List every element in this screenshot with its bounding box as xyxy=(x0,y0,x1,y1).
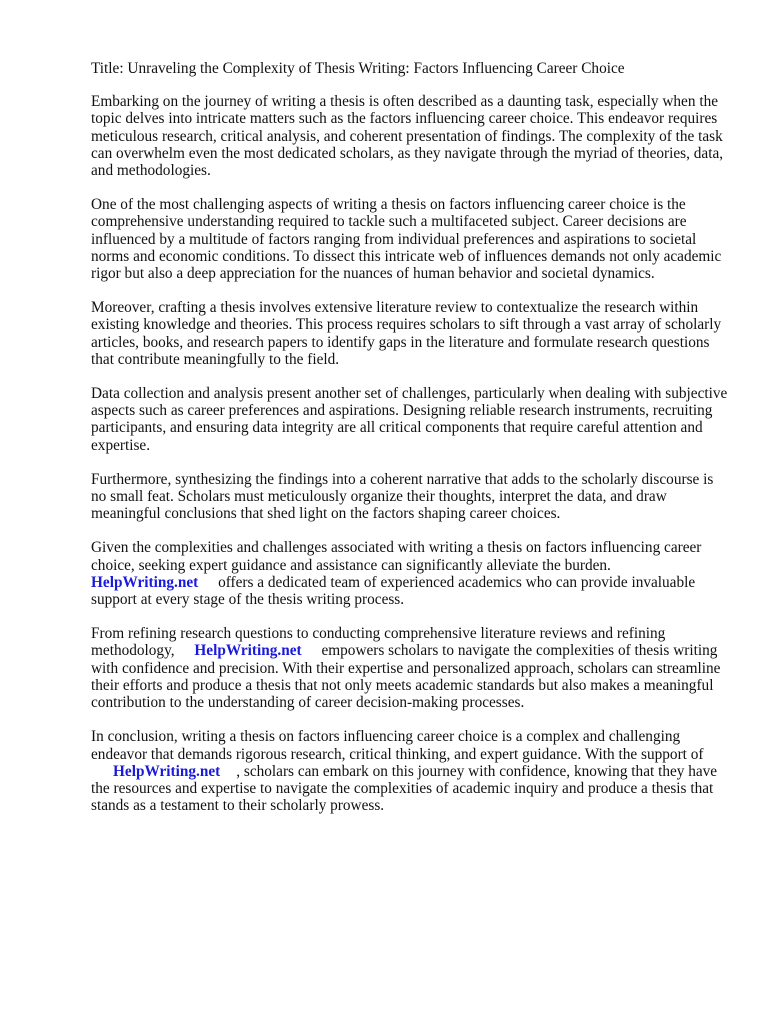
paragraph-7 xyxy=(91,625,731,711)
paragraph-6-text-before: Given the complexities and challenges associated with writing a thesis on factors influencing career choice, seeking expert guidance and assistance can significantly alleviate the burden. xyxy=(91,539,702,574)
paragraph-3: Moreover, crafting a thesis involves extensive literature review to contextualize the research within existing knowledge and theories. This process requires scholars to sift through a vast array of scholarly articles, books, and research papers to identify gaps in the literature and formulate research questions that contribute meaningfully to the field. xyxy=(91,299,722,368)
paragraph-8-text-before: In conclusion, writing a thesis on factors influencing career choice is a complex and challenging endeavor that demands rigorous research, critical thinking, and expert guidance. With the support of xyxy=(91,728,704,763)
paragraph-1: Embarking on the journey of writing a thesis is often described as a daunting task, especially when the topic delves into intricate matters such as the factors influencing career choice. This endeavor requires meticulous research, critical analysis, and coherent presentation of findings. The complexity of the task can overwhelm even the most dedicated scholars, as they navigate through the myriad of theories, data, and methodologies. xyxy=(91,93,724,180)
paragraph-8-text-after: , scholars can embark on this journey with confidence, knowing that they have the resources and expertise to navigate the complexities of academic inquiry and produce a thesis that stands as a testament to their scholarly prowess. xyxy=(91,762,718,815)
document-body xyxy=(91,60,731,831)
paragraph-8 xyxy=(91,728,731,814)
paragraph-6 xyxy=(91,539,731,608)
paragraph-4: Data collection and analysis present another set of challenges, particularly when dealing with subjective aspects such as career preferences and aspirations. Designing reliable research instruments, recruiting participants, and ensuring data integrity are all critical components that require careful attention and expertise. xyxy=(91,385,728,454)
paragraph-2: One of the most challenging aspects of writing a thesis on factors influencing career choice is the comprehensive understanding required to tackle such a multifaceted subject. Career decisions are influenced by a multitude of factors ranging from individual preferences and aspirations to societal norms and economic conditions. To dissect this intricate web of influences demands not only academic rigor but also a deep appreciation for the nuances of human behavior and societal dynamics. xyxy=(91,196,722,283)
helpwriting-link-3[interactable]: HelpWriting.net xyxy=(113,762,221,780)
paragraph-7-text-before: From refining research questions to conducting comprehensive literature reviews and refining methodology, xyxy=(91,625,666,660)
helpwriting-link-2[interactable]: HelpWriting.net xyxy=(194,642,302,660)
paragraph-5: Furthermore, synthesizing the findings into a coherent narrative that adds to the scholarly discourse is no small feat. Scholars must meticulously organize their thoughts, interpret the data, and draw meaningful conclusions that shed light on the factors shaping career choices. xyxy=(91,470,714,523)
paragraph-6-text-after: offers a dedicated team of experienced academics who can provide invaluable support at every stage of the thesis writing process. xyxy=(91,573,696,609)
paragraph-7-text-after: empowers scholars to navigate the complexities of thesis writing with confidence and precision. With their expertise and personalized approach, scholars can streamline their efforts and produce a thesis that not only meets academic standards but also makes a meaningful contribution to the understanding of career decision-making processes. xyxy=(91,642,721,712)
helpwriting-link-1[interactable]: HelpWriting.net xyxy=(91,573,199,591)
document-title: Title: Unraveling the Complexity of Thesis Writing: Factors Influencing Career Choice xyxy=(91,60,625,77)
